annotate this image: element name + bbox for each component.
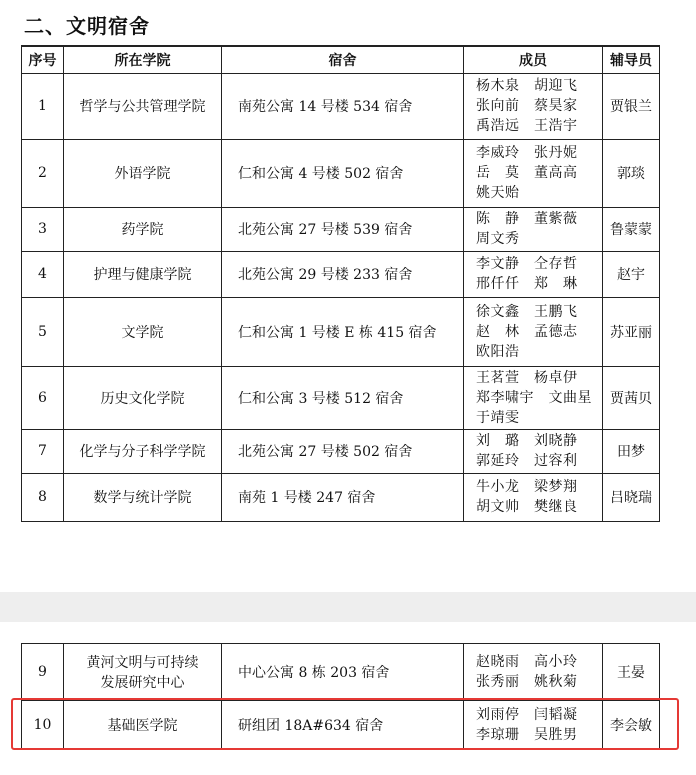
section-title: 二、文明宿舍 — [24, 14, 150, 38]
cell-members — [464, 297, 603, 366]
member-line: 赵 林 孟德志 — [476, 323, 578, 340]
member-line: 张秀丽 姚秋菊 — [476, 674, 578, 690]
member-line: 李琼珊 吴胜男 — [476, 727, 578, 743]
cell-counselor: 苏亚丽 — [603, 297, 660, 366]
table-row — [22, 73, 660, 139]
cell-counselor: 吕晓瑞 — [603, 473, 660, 521]
table-header-row — [22, 46, 660, 73]
member-line: 李威玲 张丹妮 — [476, 145, 578, 161]
cell-college: 历史文化学院 — [64, 366, 222, 429]
table-row — [22, 297, 660, 366]
member-line: 禹浩远 王浩宇 — [476, 118, 578, 134]
table-row — [22, 207, 660, 251]
table-row — [22, 251, 660, 297]
table-row — [22, 429, 660, 473]
cell-dorm: 仁和公寓 3 号楼 512 宿舍 — [222, 366, 464, 429]
cell-counselor: 贾银兰 — [603, 73, 660, 139]
page-break — [0, 592, 696, 622]
cell-dorm: 北苑公寓 27 号楼 539 宿舍 — [222, 207, 464, 251]
member-line: 王茗萱 杨卓伊 — [476, 369, 578, 386]
cell-counselor: 李会敏 — [603, 701, 660, 750]
cell-counselor: 王晏 — [603, 644, 660, 701]
dorm-table — [21, 45, 660, 522]
cell-no: 5 — [22, 297, 64, 366]
cell-college: 数学与统计学院 — [64, 473, 222, 521]
college-line: 黄河文明与可持续 — [86, 655, 199, 671]
member-line: 陈 静 董紫薇 — [476, 211, 578, 227]
table-row — [22, 644, 660, 701]
member-line: 徐文鑫 王鹏飞 — [476, 303, 578, 320]
cell-members — [464, 139, 603, 207]
cell-no: 9 — [22, 644, 64, 701]
member-line: 刘雨停 闫韬凝 — [476, 707, 578, 723]
cell-members — [464, 644, 603, 701]
cell-counselor: 田梦 — [603, 429, 660, 473]
cell-counselor: 鲁蒙蒙 — [603, 207, 660, 251]
college-line: 基础医学院 — [107, 718, 178, 734]
cell-dorm: 南苑公寓 14 号楼 534 宿舍 — [222, 73, 464, 139]
header-college: 所在学院 — [64, 46, 222, 73]
cell-college: 护理与健康学院 — [64, 251, 222, 297]
table-row — [22, 139, 660, 207]
cell-college: 哲学与公共管理学院 — [64, 73, 222, 139]
cell-no: 1 — [22, 73, 64, 139]
member-line: 于靖雯 — [476, 409, 520, 426]
member-line: 郑李啸宇 文曲星 — [476, 389, 592, 406]
member-line: 胡文帅 樊继良 — [476, 499, 578, 515]
cell-dorm: 仁和公寓 1 号楼 E 栋 415 宿舍 — [222, 297, 464, 366]
member-line: 刘 璐 刘晓静 — [476, 433, 578, 449]
highlight-box — [11, 698, 679, 750]
cell-college — [64, 644, 222, 701]
member-line: 杨木泉 胡迎飞 — [476, 78, 578, 94]
cell-no: 8 — [22, 473, 64, 521]
cell-members — [464, 473, 603, 521]
college-line: 发展研究中心 — [100, 675, 185, 691]
header-counselor: 辅导员 — [603, 46, 660, 73]
header-dorm: 宿舍 — [222, 46, 464, 73]
header-members: 成员 — [464, 46, 603, 73]
member-line: 姚天贻 — [476, 185, 520, 201]
member-line: 岳 莫 董高高 — [476, 165, 578, 181]
cell-counselor: 赵宇 — [603, 251, 660, 297]
cell-no: 3 — [22, 207, 64, 251]
cell-no: 4 — [22, 251, 64, 297]
cell-members — [464, 207, 603, 251]
cell-dorm: 仁和公寓 4 号楼 502 宿舍 — [222, 139, 464, 207]
cell-college: 外语学院 — [64, 139, 222, 207]
header-no: 序号 — [22, 46, 64, 73]
cell-members — [464, 251, 603, 297]
member-line: 邢仟仟 郑 琳 — [476, 276, 578, 292]
table-row — [22, 366, 660, 429]
member-line: 郭延玲 过容利 — [476, 453, 578, 469]
cell-dorm: 南苑 1 号楼 247 宿舍 — [222, 473, 464, 521]
cell-dorm: 北苑公寓 27 号楼 502 宿舍 — [222, 429, 464, 473]
member-line: 牛小龙 梁梦翔 — [476, 479, 578, 495]
cell-dorm: 研组团 18A#634 宿舍 — [222, 701, 464, 750]
member-line: 周文秀 — [476, 231, 520, 247]
table-row — [22, 473, 660, 521]
member-line: 欧阳浩 — [476, 343, 520, 360]
cell-dorm: 北苑公寓 29 号楼 233 宿舍 — [222, 251, 464, 297]
member-line: 赵晓雨 高小玲 — [476, 654, 578, 670]
cell-members — [464, 73, 603, 139]
cell-college: 化学与分子科学学院 — [64, 429, 222, 473]
cell-members — [464, 429, 603, 473]
cell-counselor: 郭琰 — [603, 139, 660, 207]
cell-no: 7 — [22, 429, 64, 473]
member-line: 张向前 蔡昊家 — [476, 98, 578, 114]
cell-members — [464, 366, 603, 429]
cell-no: 2 — [22, 139, 64, 207]
cell-no: 10 — [22, 701, 64, 750]
cell-counselor: 贾茜贝 — [603, 366, 660, 429]
member-line: 李文静 仝存哲 — [476, 256, 578, 272]
cell-college: 药学院 — [64, 207, 222, 251]
cell-college: 文学院 — [64, 297, 222, 366]
cell-no: 6 — [22, 366, 64, 429]
cell-dorm: 中心公寓 8 栋 203 宿舍 — [222, 644, 464, 701]
